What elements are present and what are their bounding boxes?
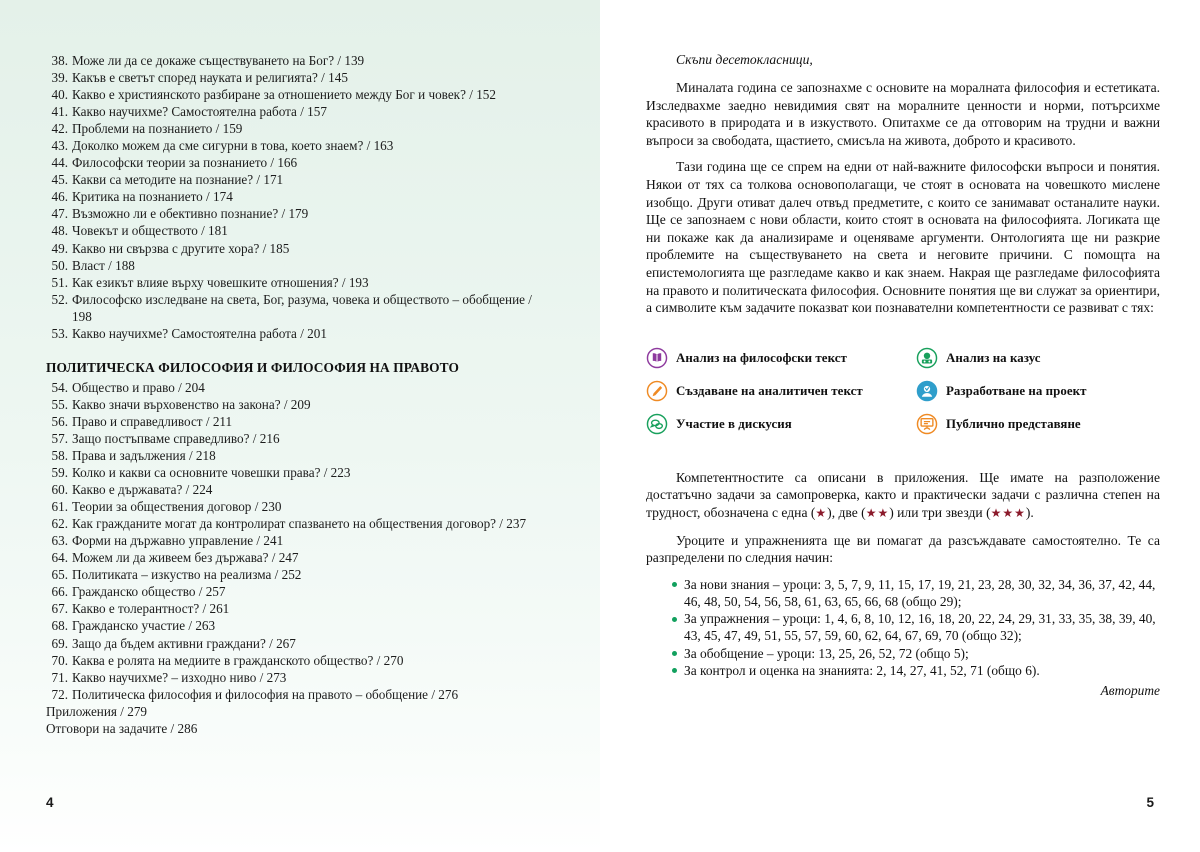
legend-label: Анализ на философски текст: [676, 350, 847, 365]
toc-entry-number: 39.: [51, 70, 68, 86]
toc-entry-number: 40.: [51, 87, 68, 103]
toc-list-unnumbered: [46, 703, 554, 737]
legend-item-public-presentation: [916, 413, 1160, 435]
toc-entry[interactable]: [46, 566, 554, 583]
toc-entry[interactable]: [46, 274, 554, 291]
toc-entry-number: 69.: [51, 635, 68, 651]
toc-entry[interactable]: [46, 69, 554, 86]
salutation: Скъпи десетокласници,: [676, 52, 813, 67]
section-heading: ПОЛИТИЧЕСКА ФИЛОСОФИЯ И ФИЛОСОФИЯ НА ПРАВОТО: [46, 359, 460, 375]
competency-text-1: Компетентностите са описани в приложения. Ще имате на разположение достатъчно задачи за самопроверка, както и практически задачи с различна степен на трудност, обозначена с една (: [646, 469, 1160, 520]
legend-item-analysis-of-philosophical-text: [646, 347, 916, 369]
toc-entry[interactable]: [46, 413, 554, 430]
toc-entry[interactable]: [46, 257, 554, 274]
toc-entry[interactable]: [46, 396, 554, 413]
lesson-distribution-list: [646, 576, 1160, 679]
toc-entry-label: Какви са методите на познание? / 171: [72, 172, 284, 188]
open-book-icon: [646, 347, 668, 369]
toc-entry[interactable]: [46, 137, 554, 154]
case-analysis-icon: [916, 347, 938, 369]
bullet-icon: [672, 582, 677, 587]
toc-entry-number: 71.: [51, 669, 68, 685]
toc-entry-label: Защо да бъдем активни граждани? / 267: [72, 635, 296, 651]
toc-entry-number: 68.: [51, 618, 68, 634]
legend-label: Разработване на проект: [946, 383, 1087, 398]
lesson-distribution-item: [646, 645, 1160, 662]
legend-label: Публично представяне: [946, 416, 1081, 431]
toc-entry-number: 52.: [51, 291, 68, 307]
toc-entry[interactable]: [46, 291, 554, 325]
toc-entry-number: 42.: [51, 121, 68, 137]
competency-text-4: ).: [1025, 504, 1034, 520]
toc-entry[interactable]: [46, 86, 554, 103]
toc-entry[interactable]: [46, 583, 554, 600]
toc-entry-label: Какво е християнското разбиране за отношението между Бог и човек? / 152: [72, 87, 496, 103]
legend-label: Участие в дискусия: [676, 416, 792, 431]
lesson-distribution-item: [646, 610, 1160, 644]
toc-entry-label: Права и задължения / 218: [72, 447, 216, 463]
toc-entry[interactable]: [46, 549, 554, 566]
toc-entry-number: 60.: [51, 482, 68, 498]
toc-entry-label: Гражданско общество / 257: [72, 584, 226, 600]
toc-entry-label: Теории за обществения договор / 230: [72, 499, 282, 515]
toc-entry-number: 48.: [51, 223, 68, 239]
toc-entry[interactable]: [46, 635, 554, 652]
toc-entry-number: 63.: [51, 533, 68, 549]
toc-entry[interactable]: [46, 103, 554, 120]
toc-entry-number: 59.: [51, 465, 68, 481]
toc-entry-number: 54.: [51, 379, 68, 395]
lesson-distribution-text: За нови знания – уроци: 3, 5, 7, 9, 11, 15, 17, 19, 21, 23, 28, 30, 32, 34, 36, 37, 42, 44, 46, 48, 50, 54, 56, 58, 61, 63, 65, 66, 68 (общо 29);: [684, 576, 1156, 609]
toc-entry-label: Защо постъпваме справедливо? / 216: [72, 430, 280, 446]
toc-entry-number: 66.: [51, 584, 68, 600]
toc-entry-number: 38.: [51, 53, 68, 68]
toc-entry-number: 62.: [51, 516, 68, 532]
toc-entry[interactable]: [46, 379, 554, 396]
toc-entry-label: Каква е ролята на медиите в гражданското общество? / 270: [72, 652, 404, 668]
toc-entry-label: Критика на познанието / 174: [72, 189, 233, 205]
lesson-distribution-text: За упражнения – уроци: 1, 4, 6, 8, 10, 12, 16, 18, 20, 22, 24, 29, 31, 33, 35, 38, 39, 40, 43, 45, 47, 49, 51, 55, 57, 59, 60, 62, 64, 67, 69, 70 (общо 32);: [684, 611, 1156, 644]
toc-entry[interactable]: [46, 600, 554, 617]
toc-entry[interactable]: [46, 430, 554, 447]
toc-entry-label: Философски теории за познанието / 166: [72, 155, 298, 171]
toc-entry[interactable]: [46, 686, 554, 703]
toc-entry-label: Политиката – изкуство на реализма / 252: [72, 567, 302, 583]
toc-entry[interactable]: [46, 154, 554, 171]
toc-entry-number: 57.: [51, 430, 68, 446]
star-two: ★★: [865, 505, 890, 520]
toc-entry-label: Какво е толерантност? / 261: [72, 601, 230, 617]
legend-item-project-development: [916, 380, 1160, 402]
lesson-distribution-text: За контрол и оценка на знанията: 2, 14, 27, 41, 52, 71 (общо 6).: [684, 662, 1040, 678]
toc-entry-label: Какво научихме? Самостоятелна работа / 157: [72, 104, 327, 120]
toc-entry-number: 58.: [51, 447, 68, 463]
toc-entry-label: Власт / 188: [72, 257, 135, 273]
bullet-icon: [672, 668, 677, 673]
toc-entry-label: Политическа философия и философия на правото – обобщение / 276: [72, 686, 459, 702]
toc-entry[interactable]: [46, 120, 554, 137]
toc-entry[interactable]: [46, 171, 554, 188]
page-number-right: 5: [1146, 795, 1154, 810]
lessons-intro-paragraph: Уроците и упражненията ще ви помагат да разсъждавате самостоятелно. Те са разпределени по следния начин:: [646, 532, 1160, 566]
toc-entry[interactable]: [46, 325, 554, 342]
competency-text-2: ), две (: [827, 504, 866, 520]
toc-entry-number: 41.: [51, 104, 68, 120]
lesson-distribution-item: [646, 662, 1160, 679]
toc-entry-label: Право и справедливост / 211: [72, 413, 233, 429]
toc-entry-number: 56.: [51, 413, 68, 429]
bullet-icon: [672, 617, 677, 622]
toc-entry-number: 70.: [51, 652, 68, 668]
toc-entry-label: Възможно ли е обективно познание? / 179: [72, 206, 309, 222]
competency-legend: [646, 347, 1160, 435]
toc-entry-label: Можем ли да живеем без държава? / 247: [72, 550, 299, 566]
toc-entry-label: Може ли да се докаже съществуването на Бог? / 139: [72, 53, 365, 68]
legend-item-case-analysis: [916, 347, 1160, 369]
toc-entry-number: 64.: [51, 550, 68, 566]
toc-entry-number: 53.: [51, 325, 68, 341]
intro-paragraph-1: Миналата година се запознахме с основите на моралната философия и естетиката. Изследвахме заедно невидимия свят на моралните ценности и норми, потърсихме красивото в природата и в изкуството. Опитахме се да отговорим на трудни и важни въпроси за свободата, щастието, смисъла на живота, доброто и красивото.: [646, 80, 1160, 148]
signature: Авторите: [1100, 682, 1160, 698]
toc-entry-number: 45.: [51, 172, 68, 188]
page-number-left: 4: [46, 795, 54, 810]
legend-label: Анализ на казус: [946, 350, 1041, 365]
toc-entry[interactable]: [46, 498, 554, 515]
toc-entry-label: Какво научихме? – изходно ниво / 273: [72, 669, 287, 685]
toc-entry-label: Какъв е светът според науката и религията? / 145: [72, 70, 348, 86]
toc-entry-label: Човекът и обществото / 181: [72, 223, 228, 239]
toc-entry-number: 55.: [51, 396, 68, 412]
toc-entry-number: 49.: [51, 240, 68, 256]
right-page: [600, 0, 1200, 852]
toc-entry-label: Какво научихме? Самостоятелна работа / 201: [72, 325, 327, 341]
toc-entry-label: Колко и какви са основните човешки права? / 223: [72, 465, 351, 481]
legend-item-analytical-text-creation: [646, 380, 916, 402]
toc-entry[interactable]: [46, 222, 554, 239]
toc-entry-number: 51.: [51, 274, 68, 290]
toc-entry-label: Гражданско участие / 263: [72, 618, 216, 634]
toc-entry[interactable]: [46, 188, 554, 205]
toc-entry[interactable]: [46, 447, 554, 464]
project-development-icon: [916, 380, 938, 402]
toc-entry-number: 43.: [51, 138, 68, 154]
toc-list-part-1: [46, 52, 554, 342]
toc-entry-number: 65.: [51, 567, 68, 583]
discussion-icon: [646, 413, 668, 435]
toc-entry[interactable]: [46, 464, 554, 481]
lesson-distribution-text: За обобщение – уроци: 13, 25, 26, 52, 72 (общо 5);: [684, 645, 969, 661]
toc-entry[interactable]: [46, 52, 554, 69]
toc-entry-number: 46.: [51, 189, 68, 205]
toc-entry[interactable]: [46, 652, 554, 669]
toc-entry[interactable]: [46, 481, 554, 498]
toc-entry-label: Форми на държавно управление / 241: [72, 533, 284, 549]
toc-entry-label: Какво значи върховенство на закона? / 209: [72, 396, 311, 412]
toc-entry-number: 67.: [51, 601, 68, 617]
toc-entry-label: Как гражданите могат да контролират спазването на обществения договор? / 237: [72, 516, 527, 532]
toc-entry[interactable]: Отговори на задачите / 286: [46, 720, 198, 736]
toc-entry-label: Как езикът влияе върху човешките отношения? / 193: [72, 274, 369, 290]
competency-paragraph: [646, 469, 1160, 523]
toc-entry[interactable]: [46, 669, 554, 686]
toc-entry-number: 50.: [51, 257, 68, 273]
bullet-icon: [672, 651, 677, 656]
public-presentation-icon: [916, 413, 938, 435]
toc-entry[interactable]: [46, 617, 554, 634]
toc-entry[interactable]: [46, 205, 554, 222]
pencil-icon: [646, 380, 668, 402]
competency-text-3: ) или три звезди (: [889, 504, 991, 520]
toc-entry[interactable]: [46, 515, 554, 532]
toc-entry-label: Какво е държавата? / 224: [72, 482, 213, 498]
toc-entry-number: 61.: [51, 499, 68, 515]
toc-entry-label: Проблеми на познанието / 159: [72, 121, 243, 137]
toc-list-part-2: [46, 379, 554, 703]
toc-entry[interactable]: [46, 240, 554, 257]
toc-entry-label: Общество и право / 204: [72, 379, 205, 395]
star-one: ★: [815, 505, 828, 520]
toc-entry-label: Философско изследване на света, Бог, разума, човека и обществото – обобщение / 198: [72, 291, 532, 324]
legend-label: Създаване на аналитичен текст: [676, 383, 863, 398]
toc-entry[interactable]: [46, 532, 554, 549]
legend-item-discussion: [646, 413, 916, 435]
lesson-distribution-item: [646, 576, 1160, 610]
toc-entry[interactable]: Приложения / 279: [46, 703, 148, 719]
toc-entry-number: 44.: [51, 155, 68, 171]
star-three: ★★★: [990, 505, 1026, 520]
toc-entry-label: Какво ни свързва с другите хора? / 185: [72, 240, 290, 256]
toc-entry-number: 72.: [51, 686, 68, 702]
toc-entry-number: 47.: [51, 206, 68, 222]
intro-paragraph-2: Тази година ще се спрем на едни от най-важните философски въпроси и понятия. Някои от тях са толкова основополагащи, че стоят в основата на човешкото мислене изобщо. Други отиват далеч отвъд предметите, с които се занимават останалите науки. Ще се запознаем с нови области, които стоят в основата на философията. Логиката ще ни покаже как да анализираме и оценяваме аргументи. Онтологията ще ни разкрие проблемите на съществуването на света и неговите причини. С помощта на епистемологията ще разгледаме какво и как знаем. Накрая ще разгледаме философията на правото и политическата философия. Основните понятия ще ви служат за ориентири, а символите към задачите показват кои познавателни компетентности се развиват с тях:: [646, 159, 1160, 316]
toc-entry-label: Доколко можем да сме сигурни в това, което знаем? / 163: [72, 138, 394, 154]
